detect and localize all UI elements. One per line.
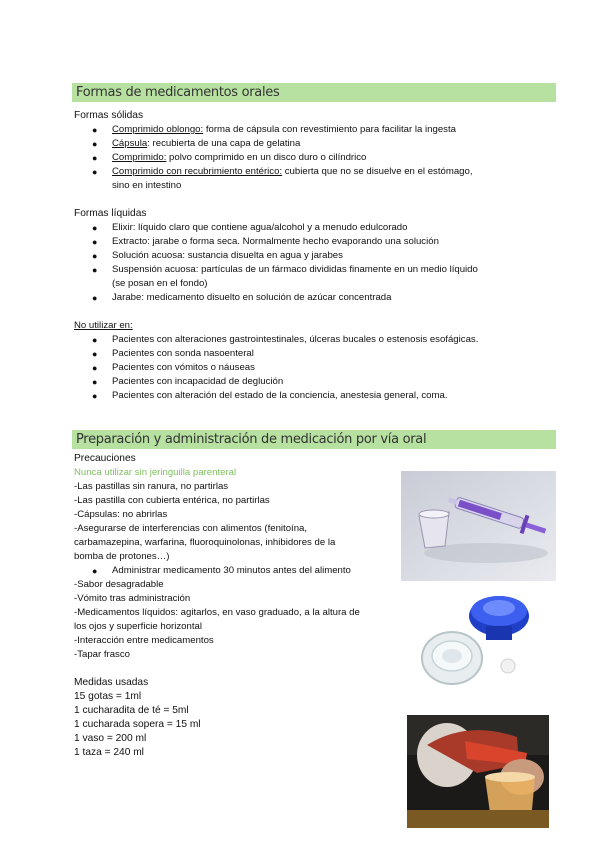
- precaution-line: los ojos y superficie horizontal: [74, 621, 202, 632]
- definition: : recubierta de una capa de gelatina: [147, 138, 301, 149]
- liquid-forms-heading: Formas líquidas: [74, 208, 147, 219]
- list-item-text: Pacientes con sonda nasoenteral: [112, 348, 254, 359]
- precaution-line: -Las pastillas sin ranura, no partirlas: [74, 481, 229, 492]
- list-item-text: Pacientes con vómitos o náuseas: [112, 362, 255, 373]
- list-item-text: Jarabe: medicamento disuelto en solución de azúcar concentrada: [112, 292, 392, 303]
- precautions-heading: Precauciones: [74, 453, 136, 464]
- definition: polvo comprimido en un disco duro o cilíndrico: [166, 152, 367, 163]
- measure-line: 1 cucharada sopera = 15 ml: [74, 719, 201, 730]
- list-item-text: Pacientes con incapacidad de deglución: [112, 376, 284, 387]
- measure-line: 15 gotas = 1ml: [74, 691, 142, 702]
- precaution-line: -Interacción entre medicamentos: [74, 635, 214, 646]
- precaution-line: carbamazepina, warfarina, fluoroquinolonas, inhibidores de la: [74, 537, 336, 548]
- section-title-preparacion: Preparación y administración de medicación por vía oral: [72, 430, 556, 449]
- list-item-text: Pacientes con alteración del estado de la conciencia, anestesia general, coma.: [112, 390, 448, 401]
- measure-line: 1 taza = 240 ml: [74, 747, 144, 758]
- cap-cup-photo: [414, 586, 554, 696]
- term: Comprimido:: [112, 152, 167, 163]
- list-item-continuation: sino en intestino: [112, 180, 182, 191]
- precaution-line: -Vómito tras administración: [74, 593, 191, 604]
- measure-line: 1 vaso = 200 ml: [74, 733, 147, 744]
- list-item-text: Suspensión acuosa: partículas de un fármaco divididas finamente en un medio líquido: [112, 264, 478, 275]
- precaution-line: -Tapar frasco: [74, 649, 130, 660]
- solid-forms-heading: Formas sólidas: [74, 110, 144, 121]
- precaution-line: -Las pastilla con cubierta entérica, no partirlas: [74, 495, 270, 506]
- term: Comprimido con recubrimiento entérico:: [112, 166, 283, 177]
- list-item-text: Administrar medicamento 30 minutos antes del alimento: [112, 565, 351, 576]
- term: Comprimido oblongo:: [112, 124, 204, 135]
- measuring-liquid-photo: [407, 715, 549, 828]
- measure-line: 1 cucharadita de té = 5ml: [74, 705, 189, 716]
- term: Cápsula: [112, 138, 148, 149]
- definition: cubierta que no se disuelve en el estómago,: [282, 166, 473, 177]
- precaution-line: -Cápsulas: no abrirlas: [74, 509, 168, 520]
- syringe-cup-photo: [401, 471, 556, 581]
- list-item-text: Elixir: líquido claro que contiene agua/alcohol y a menudo edulcorado: [112, 222, 408, 233]
- precaution-line: -Asegurarse de interferencias con alimentos (fenitoína,: [74, 523, 308, 534]
- list-item-continuation: (se posan en el fondo): [112, 278, 208, 289]
- precaution-line: -Medicamentos líquidos: agitarlos, en vaso graduado, a la altura de: [74, 607, 360, 618]
- no-use-heading: No utilizar en:: [74, 320, 133, 331]
- measures-heading: Medidas usadas: [74, 677, 149, 688]
- list-item-text: Solución acuosa: sustancia disuelta en agua y jarabes: [112, 250, 343, 261]
- precaution-line: -Sabor desagradable: [74, 579, 164, 590]
- list-item-text: Extracto: jarabe o forma seca. Normalmente hecho evaporando una solución: [112, 236, 439, 247]
- precaution-line: bomba de protones…): [74, 551, 170, 562]
- definition: forma de cápsula con revestimiento para facilitar la ingesta: [203, 124, 456, 135]
- section-title-formas: Formas de medicamentos orales: [72, 83, 556, 102]
- warning-note: Nunca utilizar sin jeringuilla parenteral: [74, 467, 237, 478]
- list-item-text: Pacientes con alteraciones gastrointestinales, úlceras bucales o estenosis esofágicas.: [112, 334, 479, 345]
